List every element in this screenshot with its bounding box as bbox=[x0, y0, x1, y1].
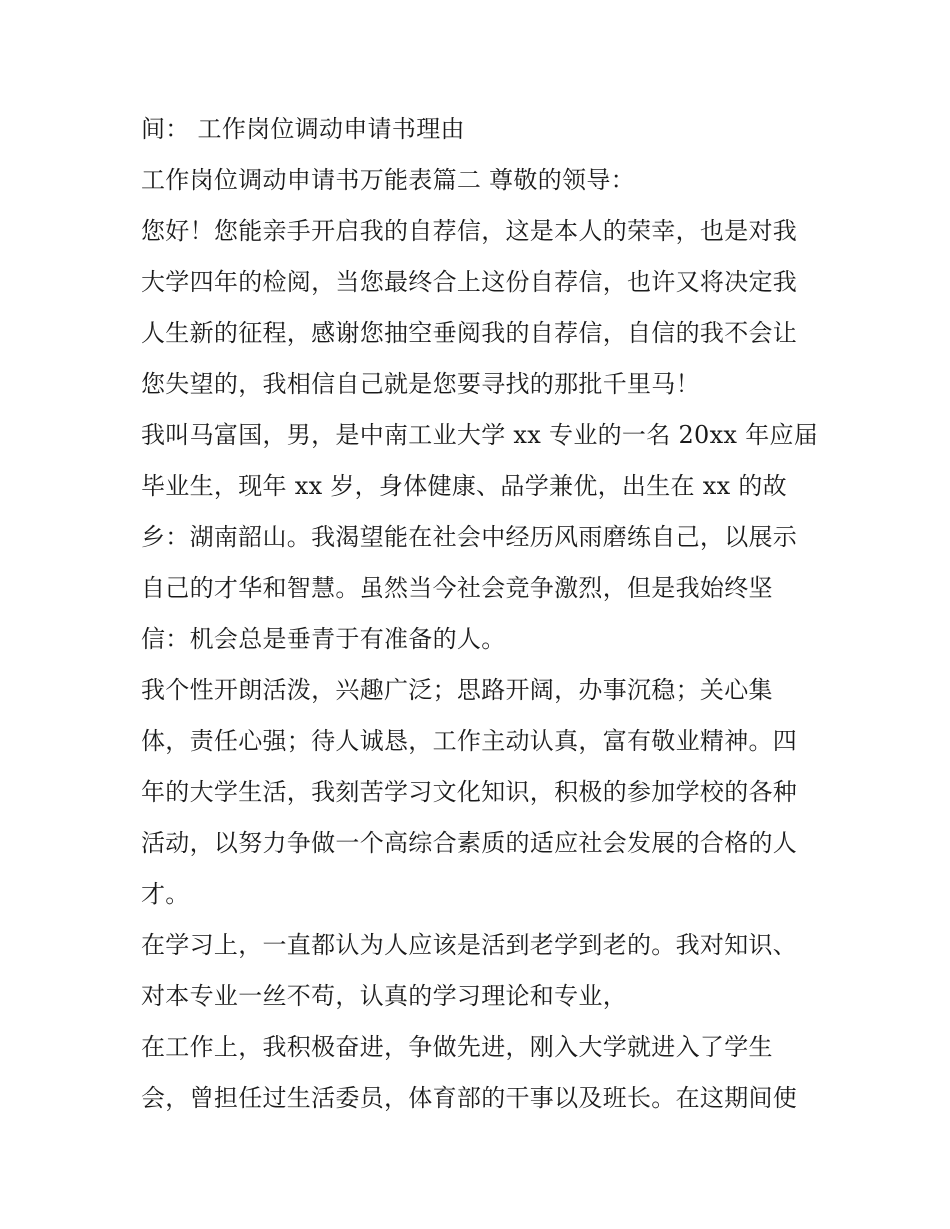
text-line: 毕业生，现年 xx 岁，身体健康、品学兼优，出生在 xx 的故 bbox=[141, 472, 787, 500]
text-line: 才。 bbox=[141, 880, 190, 908]
text-line: 间： 工作岗位调动申请书理由 bbox=[141, 115, 465, 143]
text-line: 您失望的，我相信自己就是您要寻找的那批千里马！ bbox=[141, 370, 700, 398]
text-line: 体，责任心强；待人诚恳，工作主动认真，富有敬业精神。四 bbox=[141, 727, 798, 755]
text-line: 对本专业一丝不苟，认真的学习理论和专业， bbox=[141, 982, 627, 1010]
text-line: 工作岗位调动申请书万能表篇二 尊敬的领导： bbox=[141, 166, 635, 194]
text-line: 我叫马富国，男，是中南工业大学 xx 专业的一名 20xx 年应届 bbox=[141, 421, 819, 449]
text-line: 年的大学生活，我刻苦学习文化知识，积极的参加学校的各种 bbox=[141, 778, 798, 806]
text-line: 自己的才华和智慧。虽然当今社会竞争激烈，但是我始终坚 bbox=[141, 574, 773, 602]
text-line: 大学四年的检阅，当您最终合上这份自荐信，也许又将决定我 bbox=[141, 268, 798, 296]
text-line: 在工作上，我积极奋进，争做先进，刚入大学就进入了学生 bbox=[141, 1033, 773, 1061]
text-line: 在学习上，一直都认为人应该是活到老学到老的。我对知识、 bbox=[141, 931, 798, 959]
text-line: 乡：湖南韶山。我渴望能在社会中经历风雨磨练自己，以展示 bbox=[141, 523, 798, 551]
text-line: 会，曾担任过生活委员，体育部的干事以及班长。在这期间使 bbox=[141, 1084, 798, 1112]
text-line: 活动，以努力争做一个高综合素质的适应社会发展的合格的人 bbox=[141, 829, 798, 857]
text-line: 您好！您能亲手开启我的自荐信，这是本人的荣幸，也是对我 bbox=[141, 217, 798, 245]
text-line: 我个性开朗活泼，兴趣广泛；思路开阔，办事沉稳；关心集 bbox=[141, 676, 773, 704]
text-line: 人生新的征程，感谢您抽空垂阅我的自荐信，自信的我不会让 bbox=[141, 319, 798, 347]
text-line: 信：机会总是垂青于有准备的人。 bbox=[141, 625, 506, 653]
